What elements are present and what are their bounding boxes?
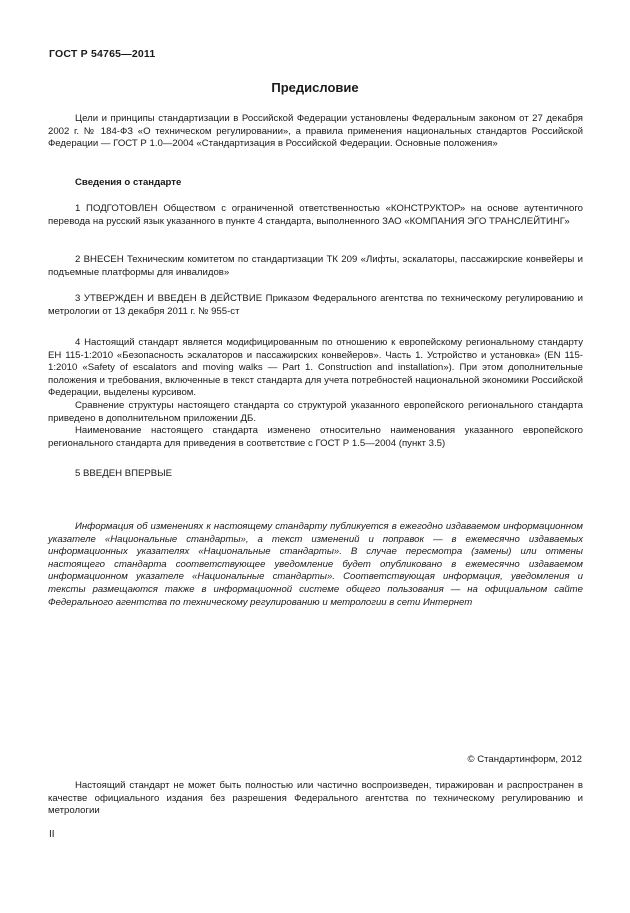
reproduction-text: Настоящий стандарт не может быть полностью или частично воспроизведен, тиражирован и распространен в качестве официального издания без разрешения Федерального агентства по техническому регулированию и метрологии bbox=[48, 780, 583, 817]
item-2 bbox=[48, 254, 583, 279]
copyright-line: © Стандартинформ, 2012 bbox=[467, 754, 582, 765]
item-1-text: 1 ПОДГОТОВЛЕН Обществом с ограниченной ответственностью «КОНСТРУКТОР» на основе аутентичного перевода на русский язык указанного в пункте 4 стандарта, выполненного ЗАО «КОМПАНИЯ ЭГО ТРАНСЛЕЙТИНГ» bbox=[48, 203, 583, 227]
intro-paragraph bbox=[48, 113, 583, 151]
notice-text: Информация об изменениях к настоящему стандарту публикуется в ежегодно издаваемом информационном указателе «Национальные стандарты», а текст изменений и поправок — в ежемесячно издаваемых информационных указателях «Национальные стандарты». В случае пересмотра (замены) или отмены настоящего стандарта соответствующее уведомление будет опубликовано в ежемесячно издаваемом информационном указателе «Национальные стандарты». Соответствующая информация, уведомления и тексты размещаются также в информационной системе общего пользования — на официальном сайте Федерального агентства по техническому регулированию и метрологии в сети Интернет bbox=[48, 521, 583, 608]
page-number: II bbox=[49, 829, 55, 840]
item-4-comparison: Сравнение структуры настоящего стандарта со структурой указанного европейского регионального стандарта приведено в дополнительном приложении ДБ. bbox=[48, 399, 583, 424]
reproduction-notice bbox=[48, 780, 583, 818]
item-4-text: 4 Настоящий стандарт является модифицированным по отношению к европейскому региональному стандарту ЕН 115-1:2010 «Безопасность эскалаторов и пассажирских конвейеров». Часть 1. Устройство и установка» (EN 115-1:2010 «Safety of escalators and moving walks — Part 1. Construction and installation»). При этом дополнительные положения и требования, включенные в текст стандарта для учета потребностей национальной экономики Российской Федерации, выделены курсивом. bbox=[48, 337, 583, 399]
item-1 bbox=[48, 203, 583, 228]
item-4 bbox=[48, 337, 583, 450]
notice-block bbox=[48, 521, 583, 609]
page-title: Предисловие bbox=[271, 80, 359, 95]
intro-text: Цели и принципы стандартизации в Российской Федерации установлены Федеральным законом от 27 декабря 2002 г. № 184-ФЗ «О техническом регулировании», а правила применения национальных стандартов Российской Федерации — ГОСТ Р 1.0—2004 «Стандартизация в Российской Федерации. Основные положения» bbox=[48, 113, 583, 150]
item-3 bbox=[48, 293, 583, 318]
document-code-header: ГОСТ Р 54765—2011 bbox=[49, 48, 156, 60]
info-heading: Сведения о стандарте bbox=[75, 177, 182, 188]
item-5-text: 5 ВВЕДЕН ВПЕРВЫЕ bbox=[75, 468, 173, 479]
item-3-text: 3 УТВЕРЖДЕН И ВВЕДЕН В ДЕЙСТВИЕ Приказом Федерального агентства по техническому регулированию и метрологии от 13 декабря 2011 г. № 955-ст bbox=[48, 293, 583, 317]
item-5 bbox=[48, 468, 583, 481]
item-2-text: 2 ВНЕСЕН Техническим комитетом по стандартизации ТК 209 «Лифты, эскалаторы, пассажирские конвейеры и подъемные платформы для инвалидов» bbox=[48, 254, 583, 278]
item-4-naming: Наименование настоящего стандарта изменено относительно наименования указанного европейского регионального стандарта для приведения в соответствие с ГОСТ Р 1.5—2004 (пункт 3.5) bbox=[48, 425, 583, 449]
